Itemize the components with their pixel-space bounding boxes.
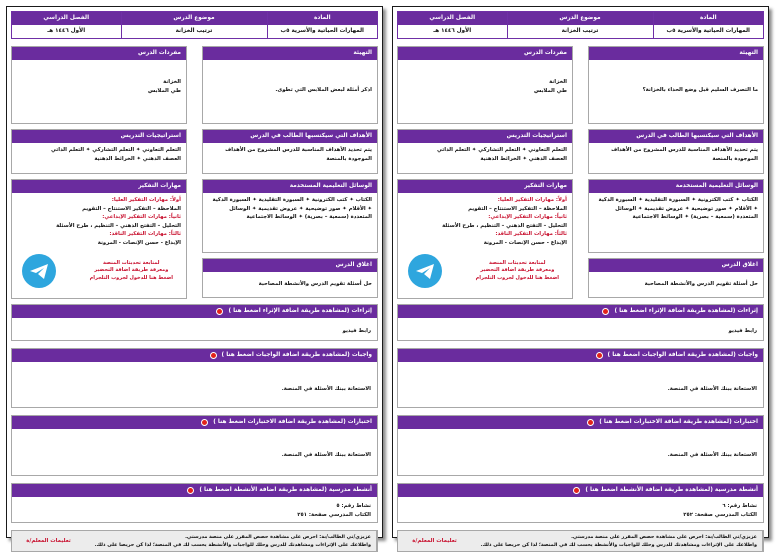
youtube-icon[interactable] [210,352,217,359]
thinking-line: الملاحظة – التفكير الاستنتاج – التقويم [468,205,567,212]
topic-value: ترتيب الخزانة [122,25,267,38]
intro-title: التهيئة [203,47,377,60]
footer-line: واطلاعك على الإثراءات ومشاهدتك للدرس وحلك للواجبات والأنشطة يحسب لك في المنصة؛ لذا كن حريصا على ذلك. [94,541,371,548]
activity-title[interactable]: أنشطة مدرسية (لمشاهدة طريقة اضافة الأنشطة اضغط هنا ) [585,487,758,493]
semester-value: الأول ١٤٤٦ هـ [12,25,121,38]
intro-section [202,46,378,124]
enrichment-section [11,304,378,341]
activity-line: نشاط رقم: ٦ [722,503,757,509]
youtube-icon[interactable] [201,419,208,426]
tools-section [588,179,764,253]
teacher-instructions [397,530,764,552]
topic-label: موضوع الدرس [508,12,653,25]
semester-label: الفصل الدراسي [12,12,121,25]
thinking-line: الإبداع - حسن الإنصات - المرونة [97,239,181,246]
closing-text: حل أسئلة تقويم الدرس والأنشطة المصاحبة [644,281,758,287]
promo-line: ومعرفة طريقة اضافة التحضير [94,267,169,274]
homework-section [11,348,378,408]
telegram-promo[interactable] [398,254,572,288]
vocab-section [11,46,187,124]
activity-section [11,483,378,523]
tests-section [11,415,378,476]
activity-title[interactable]: أنشطة مدرسية (لمشاهدة طريقة اضافة الأنشطة اضغط هنا ) [199,487,372,493]
activity-line: الكتاب المدرسي صفحة: ٢٥١ [297,511,371,518]
homework-title[interactable]: واجبات (لمشاهدة طريقة اضافة الواجبات اضغط هنا ) [221,352,372,358]
enrichment-text: رابط فيديو [728,328,757,334]
youtube-icon[interactable] [187,487,194,494]
strategies-title: استراتيجيات التدريس [398,130,572,143]
thinking-section [397,179,573,299]
objectives-text: يتم تحديد الأهداف المناسبة للدرس المشروح من الأهداف الموجودة بالمنصة [225,147,372,162]
vocab-title: مفردات الدرس [398,47,572,60]
thinking-list [12,193,186,250]
strategies-line: التعلم التعاوني ✦ التعلم التشاركي ✦ التعلم الذاتي [50,147,181,153]
telegram-promo[interactable] [12,254,186,288]
enrichment-text: رابط فيديو [342,328,371,334]
vocab-line: طي الملابس [533,87,567,94]
thinking-title: مهارات التفكير [12,180,186,193]
subject-label: المادة [268,12,378,25]
thinking-line: ثالثاً: مهارات التفكير الناقد: [495,231,567,237]
closing-section [202,258,378,298]
promo-line: اضغط هنا للدخول لجروب التلجرام [89,274,174,281]
telegram-icon[interactable] [408,254,442,288]
vocab-line: الخزانة [549,79,567,85]
homework-text: الاستعانة ببنك الأسئلة في المنصة. [281,386,371,392]
youtube-icon[interactable] [587,419,594,426]
youtube-icon[interactable] [216,308,223,315]
strategies-line: العصف الذهني ✦ الخرائط الذهنية [480,155,567,162]
tools-text: الكتاب ✦ كتب الكترونية ✦ السبورة التقليدية ✦ السبورة الذكية ✦ الأقلام ✦ صور توضيحية ✦ عروض تقديمية ✦ الوسائل المتعددة (سمعية – بصرية) ✦ الوسائط الاجتماعية [598,197,758,220]
tools-text: الكتاب ✦ كتب الكترونية ✦ السبورة التقليدية ✦ السبورة الذكية ✦ الأقلام ✦ صور توضيحية ✦ عروض تقديمية ✦ الوسائل المتعددة (سمعية – بصرية) ✦ الوسائط الاجتماعية [212,197,372,220]
homework-text: الاستعانة ببنك الأسئلة في المنصة. [667,386,757,392]
intro-text: اذكر أمثلة لبعض الملابس التي تطوى. [275,87,372,93]
objectives-text: يتم تحديد الأهداف المناسبة للدرس المشروح من الأهداف الموجودة بالمنصة [611,147,758,162]
closing-title: اغلاق الدرس [589,259,763,272]
lesson-header [397,11,764,39]
lesson-plan-page-1 [392,6,769,548]
thinking-line: التحليل – التفتح الذهني – التنظيم ، طرح الأسئلة [56,222,181,229]
strategies-line: التعلم التعاوني ✦ التعلم التشاركي ✦ التعلم الذاتي [436,147,567,153]
subject-value: المهارات الحياتية والأسرية ٥ب [654,25,764,38]
subject-label: المادة [654,12,764,25]
closing-title: اغلاق الدرس [203,259,377,272]
enrichment-section [397,304,764,341]
promo-line: لمتابعة تحديثات المنصة [103,259,160,266]
objectives-title: الأهداف التي سيكتسبها الطالب في الدرس [203,130,377,143]
tests-text: الاستعانة ببنك الأسئلة في المنصة. [667,452,757,458]
thinking-line: الملاحظة – التفكير الاستنتاج – التقويم [82,205,181,212]
thinking-line: الإبداع - حسن الإنصات - المرونة [483,239,567,246]
footer-title: تعليمات المعلم/ة [12,531,85,551]
thinking-line: التحليل – التفتح الذهني – التنظيم ، طرح الأسئلة [442,222,567,229]
strategies-section [11,129,187,174]
enrichment-title[interactable]: إثراءات (لمشاهدة طريقة اضافة الإثراء اضغط هنا ) [614,308,758,314]
strategies-line: العصف الذهني ✦ الخرائط الذهنية [94,155,181,162]
tests-text: الاستعانة ببنك الأسئلة في المنصة. [281,452,371,458]
objectives-title: الأهداف التي سيكتسبها الطالب في الدرس [589,130,763,143]
vocab-line: الخزانة [163,79,181,85]
vocab-section [397,46,573,124]
subject-value: المهارات الحياتية والأسرية ٥ب [268,25,378,38]
closing-section [588,258,764,298]
thinking-title: مهارات التفكير [398,180,572,193]
intro-text: ما التصرف السليم قبل وضع الحذاء بالخزانة؟ [642,87,758,93]
activity-line: الكتاب المدرسي صفحة: ٢٥٢ [683,511,757,518]
footer-title: تعليمات المعلم/ة [398,531,471,551]
topic-value: ترتيب الخزانة [508,25,653,38]
objectives-section [202,129,378,174]
teacher-instructions [11,530,378,552]
semester-label: الفصل الدراسي [398,12,507,25]
strategies-title: استراتيجيات التدريس [12,130,186,143]
tests-title[interactable]: اختبارات (لمشاهدة طريقة اضافة الاختبارات اضغط هنا ) [599,419,758,425]
tools-title: الوسائل التعليمية المستخدمة [589,180,763,193]
activity-line: نشاط رقم: ٥ [336,503,371,509]
enrichment-title[interactable]: إثراءات (لمشاهدة طريقة اضافة الإثراء اضغط هنا ) [228,308,372,314]
lesson-plan-page-2 [6,6,383,548]
thinking-line: ثالثاً: مهارات التفكير الناقد: [109,231,181,237]
footer-line: عزيزي/تي الطالب/بة: احرص على مشاهدة حصص المقرر على منصة مدرستي. [185,534,371,540]
closing-text: حل أسئلة تقويم الدرس والأنشطة المصاحبة [258,281,372,287]
footer-line: واطلاعك على الإثراءات ومشاهدتك للدرس وحلك للواجبات والأنشطة يحسب لك في المنصة؛ لذا كن حريصا على ذلك. [480,541,757,548]
youtube-icon[interactable] [573,487,580,494]
thinking-line: أولاً: مهارات التفكير العليا: [111,197,181,203]
promo-line: اضغط هنا للدخول لجروب التلجرام [475,274,560,281]
activity-section [397,483,764,523]
thinking-list [398,193,572,250]
intro-section [588,46,764,124]
promo-line: ومعرفة طريقة اضافة التحضير [480,267,555,274]
objectives-section [588,129,764,174]
footer-line: عزيزي/تي الطالب/بة: احرص على مشاهدة حصص المقرر على منصة مدرستي. [571,534,757,540]
thinking-section [11,179,187,299]
thinking-line: أولاً: مهارات التفكير العليا: [497,197,567,203]
intro-title: التهيئة [589,47,763,60]
youtube-icon[interactable] [602,308,609,315]
semester-value: الأول ١٤٤٦ هـ [398,25,507,38]
vocab-line: طي الملابس [147,87,181,94]
lesson-header [11,11,378,39]
youtube-icon[interactable] [596,352,603,359]
tests-section [397,415,764,476]
homework-section [397,348,764,408]
tools-title: الوسائل التعليمية المستخدمة [203,180,377,193]
tests-title[interactable]: اختبارات (لمشاهدة طريقة اضافة الاختبارات اضغط هنا ) [213,419,372,425]
thinking-line: ثانياً: مهارات التفكير الإبداعي: [102,214,181,220]
vocab-title: مفردات الدرس [12,47,186,60]
homework-title[interactable]: واجبات (لمشاهدة طريقة اضافة الواجبات اضغط هنا ) [607,352,758,358]
strategies-section [397,129,573,174]
tools-section [202,179,378,253]
promo-line: لمتابعة تحديثات المنصة [489,259,546,266]
telegram-icon[interactable] [22,254,56,288]
thinking-line: ثانياً: مهارات التفكير الإبداعي: [488,214,567,220]
topic-label: موضوع الدرس [122,12,267,25]
